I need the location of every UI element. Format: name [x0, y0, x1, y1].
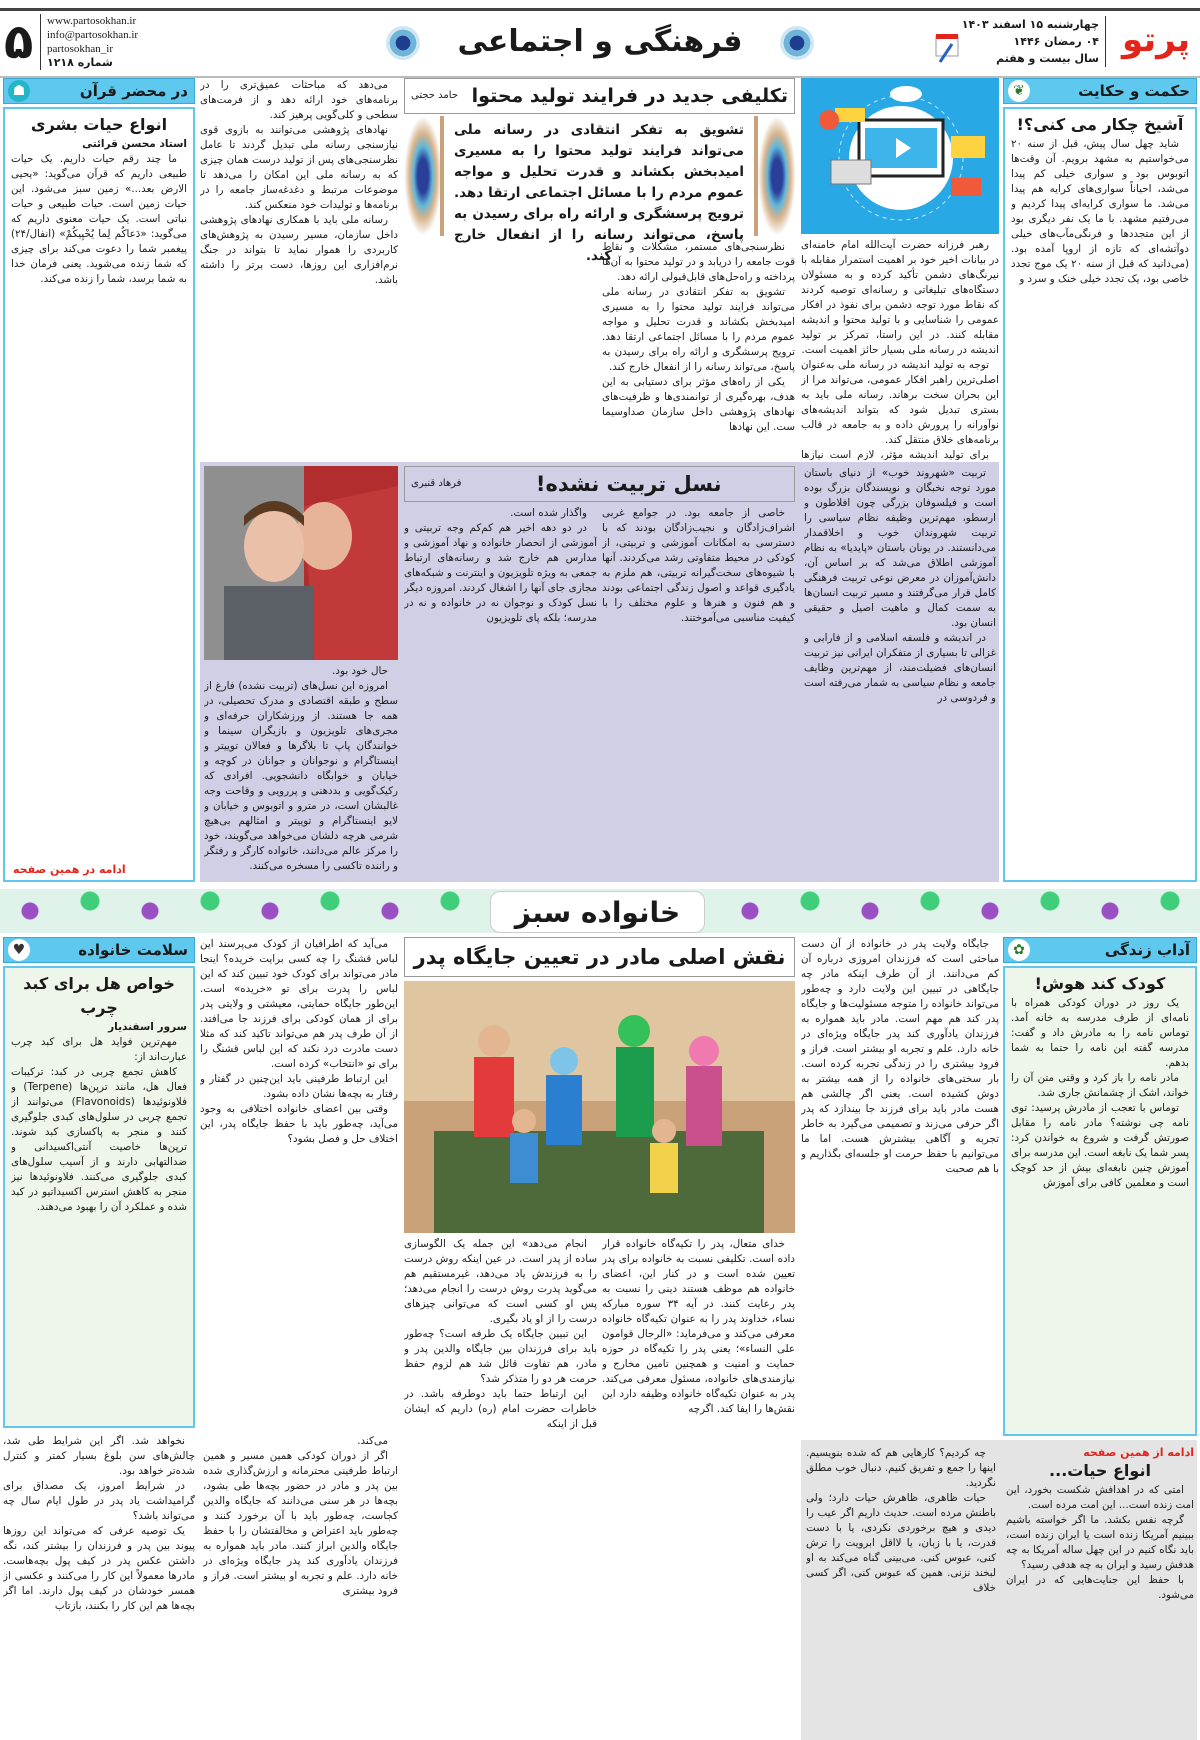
paragraph: تشویق به تفکر انتقادی در رسانه ملی می‌تواند فرایند تولید محتوا را به مسیری امیدبخش بکشاند و قدرت تحلیل و مواجه عموم مردم را با مسائل اجتماعی ارتقا دهد. ترویج پرسشگری و ارائه راه برای رسیدن به پاسخ، می‌تواند رسانه را از انفعال خارج کند. [602, 286, 795, 373]
contact-info [40, 14, 138, 70]
section-label: سلامت خانواده [78, 941, 188, 959]
date-block [962, 16, 1106, 67]
pull-quote: تشویق به تفکر انتقادی در رسانه ملی می‌تواند فرایند تولید محتوا را به مسیری امیدبخش بکشاند و قدرت تحلیل و مواجه عموم مردم را با مسائل اجتماعی ارتقا دهد. ترویج پرسشگری و ارائه راه برای رسیدن به پاسخ، می‌تواند رسانه را از انفعال خارج کند. [440, 116, 758, 236]
paragraph: می‌کند. [357, 1435, 388, 1447]
article-body [11, 1035, 187, 1215]
author: سرور اسفندیار [108, 1021, 187, 1033]
paragraph: جایگاه ولایت پدر در خانواده از آن دست مباحثی است که فرزندان امروزی درباره آن کم می‌دانند. از آن طرف اینکه مادر چه جایگاهی در تبیین این ولایت دارد و چه‌طور می‌تواند خانواده را متوجه مسئولیت‌ها و جایگاه پدر کند هم مهم است. مادر باید همواره به فرزندان یادآوری کند پدر جایگاه ویژه‌ای در خانه دارد. علم و تجربه او بیشتر است. فراز و فرود بیشتری را در زندگی تجربه کرده است. بار سختی‌های خانواده را از همه بیشتر به دوش کشیده است. یعنی اگر چالشی هم هست مادر باید برای فرزند جا بیندازد که پدر اگر حرفی می‌زند و تصمیمی می‌گیرد به خاطر تجربه و آگاهی بیشترش هست. اما ما می‌توانیم با حفظ حرمت او جلسه‌ای بگذاریم و با هم صحبت [801, 938, 999, 1175]
article-body [404, 240, 597, 460]
quran-book-icon: ☗ [8, 80, 30, 102]
article-body [804, 466, 996, 880]
continued-link[interactable]: ادامه در همین صفحه [13, 863, 126, 876]
paragraph: شاید چهل سال پیش، قبل از سنه ۲۰ می‌خواستیم به مشهد برویم. آن وقت‌ها اتوبوس بود و سواری خیلی کم پیدا می‌شد، احیاناً سواری‌های کرایه هم پیدا می‌شد. ما سواری کرایه‌ای پیدا کردیم و می‌رفتیم مشهد. با ما یک نفر دیگری بود از این متجددها و فرنگی‌مآب‌های خیلی دوآتشه‌ای که تازه از اروپا آمده بود. (می‌دانید که قبل از سنه ۲۰ یک موج تجدد خاصی بود، یک تجدد خیلی خنک و سرد و [1011, 138, 1189, 285]
section-title: فرهنگی و اجتماعی [457, 24, 743, 59]
paragraph: مادر نامه را باز کرد و وقتی متن آن را خواند، اشک از چشمانش جاری شد. [1011, 1072, 1189, 1099]
page-number: ۵ [4, 14, 34, 70]
paragraph: یکی از راه‌های مؤثر برای دستیابی به این هدف، بهره‌گیری از توانمندی‌ها و ظرفیت‌های نهادهای پژوهشی داخل سازمان صداوسیما ست. این نهادها [602, 376, 795, 433]
paragraph: اگر از دوران کودکی همین مسیر و همین ارتباط طرفینی محترمانه و ارزش‌گذاری شده بین پدر و مادر در حضور بچه‌ها طی بشود، بچه‌ها در هر سنی می‌دانند که جایگاه والدین کجاست، چه‌طور باید با آن برخورد کنند و چه‌طور باید اعتراض و مخالفتشان را با حفظ جایگاه والدین ابراز کنند. مادر باید همواره به فرزندان یادآوری کند پدر جایگاه ویژه‌ای در خانه دارد. علم و تجربه او بیشتر است. فراز و فرود بیشتری [203, 1450, 398, 1597]
paragraph: در دو دهه اخیر هم کم‌کم وجه تربیتی و آموزشی از انحصار خانواده و نهاد آموزشی و مدارس هم خارج شد و رسانه‌های ارتباط جمعی به ویژه تلویزیون و اینترنت و شبکه‌های مجازی جای آنها را اشغال کردند. امروزه دیگر نسل کودک و نوجوان نه در خانواده و نه در مدرسه؛ بلکه پای تلویزیون [404, 522, 597, 624]
hijri-date: ۰۴ رمضان ۱۴۴۶ [1013, 35, 1099, 48]
arabesque-ornament-icon [758, 116, 796, 236]
paragraph: گرچه نفس بکشد. ما اگر خواسته باشیم ببینیم آمریکا زنده است یا ایران زنده است، باید نگاه کنیم در این چهل ساله آمریکا به چه هدفش رسید و ایران به چه هدفی رسید؟ [1006, 1514, 1194, 1571]
article-title: کودک کند هوش! [1034, 974, 1166, 993]
paragraph: نظرسنجی‌های مستمر، مشکلات و نقاط قوت جامعه را دریابد و در تولید محتوا به آن‌ها پرداخته و راه‌حل‌های قابل‌قبولی ارائه دهد. [602, 241, 795, 283]
article-body [1011, 996, 1189, 1191]
headline: نسل تربیت نشده! [535, 472, 722, 496]
article-body [203, 1434, 398, 1738]
paragraph: خدای متعال، پدر را تکیه‌گاه خانواده قرار داده است. تکلیفی نسبت به خانواده برای پدر تعیین شده است و در کنار این، اعضای خانواده هم موظف هستند دینی را نسبت به پدر رعایت کنند. در آیه ۳۴ سوره مبارکه نساء، خداوند پدر را به عنوان تکیه‌گاه خانواده معرفی می‌کند و می‌فرماید: «الرجال قوامون علی النساء»؛ یعنی پدر را تکیه‌گاه در حوزه حمایت و امنیت و همچنین تامین مخارج و نیازمندی‌های خانواده، مسئول معرفی می‌کند. پدر به عنوان تکیه‌گاه خانواده وظیفه دارد این نقش‌ها را ایفا کند. اگرچه [602, 1238, 795, 1415]
article-body [806, 1446, 996, 1736]
article-salamat [3, 966, 195, 1428]
paragraph: یک توصیه عرفی که می‌تواند این روزها پیوند بین پدر و فرزندان را بیشتر کند، نگه داشتن عکس پدر در کیف پول بچه‌هاست. مادرها معمولاً این کار را می‌کنند و عکسی از همسر خودشان در کیف پول دارند. اما اگر بچه‌ها هم این کار را بکنند، بازتاب [3, 1525, 195, 1612]
paragraph: نهادهای پژوهشی می‌توانند به بازوی قوی نیازسنجی رسانه ملی تبدیل گردند تا عامل نظرسنجی‌های پس از تولید درست همان چیزی که به رسانه ملی این امکان را می‌دهد تا موضوعات مرتبط و دغدغه‌ساز جامعه را در برنامه‌ها و تولیدات خود منعکس کند. [200, 124, 398, 211]
article-body [11, 152, 187, 287]
paragraph: یک روز در دوران کودکی همراه با نامه‌ای از طرف مدرسه به خانه آمد. توماس نامه را به مادرش داد و گفت: مدرسه گفته این نامه را حتما به شما بدهم. [1011, 997, 1189, 1069]
date: چهارشنبه ۱۵ اسفند ۱۴۰۳ [961, 18, 1099, 31]
email-link[interactable]: info@partosokhan.ir [47, 29, 139, 41]
article-title: انواع حیات... [1049, 1461, 1151, 1480]
paragraph: امروزه این نسل‌های (تربیت نشده) فارغ از سطح و طبقه اقتصادی و مدرک تحصیلی، در همه جا هستند. از ورزشکاران حرفه‌ای و مجری‌های تلویزیون و بازیگران سینما و خوانندگان پاپ تا بلاگرها و فعالان توییتر و اینستاگرام و نوجوانان و جوانان در کوچه و خیابان و خوابگاه دانشجویی. افرادی که رکیک‌گویی و بددهنی و پررویی و وقاحت وجه غالبشان است، در مترو و اتوبوس و خیابان و لایو اینستاگرام و توییتر و امثالهم بی‌هیچ شرمی هرچه دلشان می‌خواهد می‌گویند، خود را مرکز عالم می‌دانند، خانواده کارگر و رفتگر و راننده تاکسی را مسخره می‌کنند. [204, 680, 398, 872]
article-body [801, 937, 999, 1437]
paragraph: تربیت «شهروند خوب» از دنیای باستان مورد توجه نخبگان و نویسندگان بزرگ بوده است و فیلسوفان بزرگی چون افلاطون و ارسطو، مهم‌ترین وظیفه نظام سیاسی را تربیت شهروندان خوب و اخلاقمدار می‌دانستند. در یونان باستان «پایدیا» به نظام آموزشی اطلاق می‌شد که بر اساس آن، دانش‌آموزان در معرض نوعی تربیت فرهنگی کامل قرار می‌گرفتند و مسیر تربیت انسان‌ها به سمت کمال و ماهیت اصیل و حقیقی انسان بود. [804, 467, 996, 629]
article-body [204, 664, 398, 880]
paragraph: با حفظ این جنایت‌هایی که در ایران می‌شود. [1006, 1574, 1194, 1601]
article-body [200, 937, 398, 1429]
paragraph: واگذار شده است. [510, 507, 587, 519]
byline: حامد حجتی [411, 90, 459, 101]
family-photo [404, 981, 795, 1233]
article-body [602, 1237, 795, 1437]
paragraph: حیات ظاهری، ظاهرش حیات دارد؛ ولی باطنش مرده است. حدیث داریم اگر عیب را دیدی و هیچ برخوردی نکردی، یا با دست قدرت، یا با زبان، یا لااقل ابرویت را ترش کنی، عبوس کنی. می‌بینی گناه می‌کند به او لبخند نزنی. همین که عبوس کنی، اگر کسی خلاف [806, 1492, 996, 1594]
section-label: در محضر قرآن [79, 82, 188, 100]
issue-number: شماره ۱۲۱۸ [47, 56, 113, 69]
article-body [404, 1237, 597, 1437]
article-body [404, 506, 597, 880]
hand-plant-icon: ✿ [1008, 939, 1030, 961]
newspaper-logo: پرتو [1122, 20, 1190, 60]
paragraph: رسانه ملی باید با همکاری نهادهای پژوهشی داخل سازمان، مسیر رسیدن به پژوهش‌های کاربردی را هموار نماید تا بتواند در جنگ نرم‌افزاری این روزها، دست برتر را داشته باشد. [200, 214, 398, 286]
continued-article [1006, 1446, 1194, 1723]
paragraph: این ارتباط حتما باید دوطرفه باشد. در خاطرات حضرت امام (ره) داریم که ایشان قبل از اینکه [404, 1388, 597, 1430]
paragraph: کاهش تجمع چربی در کبد: ترکیبات فعال هل، مانند ترپن‌ها (Terpene) و فلاونوئیدها (Flavonoids) می‌توانند از تجمع چربی در سلول‌های کبدی جلوگیری کنند و منجر به پاکسازی کبد شوند. ترپن‌ها خاصیت آنتی‌اکسیدانی و ضدالتهابی دارند و از آسیب سلول‌های کبدی جلوگیری می‌کنند. فلاونوئیدها نیز منجر به کاهش استرس اکسیداتیو در کبد شده و عملکرد آن را بهبود می‌دهند. [11, 1066, 187, 1213]
paragraph: این ارتباط طرفینی باید این‌چنین در گفتار و رفتار به بچه‌ها نشان داده بشود. [200, 1073, 398, 1100]
paragraph: در شرایط امروز، یک مصداق برای گرامیداشت یاد پدر در طول ایام سال چه می‌تواند باشد؟ [3, 1480, 195, 1522]
paragraph: ما چند رقم حیات داریم. یک حیات طبیعی داریم که قرآن می‌گوید: «یحیی الارض بعد...» زمین سبز می‌شود. این حیات زمین است. حیات طبیعی و حیات نباتی است. یک حیات معنوی داریم که می‌گوید: «دَعاكُم لِما يُحْيِيكُمْ» (انفال/۲۴) پیغمبر شما را دعوت می‌کند برای چیزی که شما زنده می‌شوید. یعنی فرمان خدا به شما برسد، شما را زنده می‌کند. [11, 153, 187, 285]
article-body [1011, 137, 1189, 287]
article-adab [1003, 966, 1197, 1436]
paragraph: وقتی بین اعضای خانواده اختلافی به وجود می‌آید، چه‌طور باید با حفظ جایگاه پدر، این اختلاف حل و فصل بشود؟ [200, 1103, 398, 1145]
paragraph: نخواهد شد. اگر این شرایط طی شد، چالش‌های سن بلوغ بسیار کمتر و کنترل شده‌تر خواهد بود. [3, 1435, 195, 1477]
paragraph: برای تولید اندیشه مؤثر، لازم است نیازها [801, 449, 989, 460]
article-title: آشیخ چکار می کنی؟! [1016, 115, 1184, 134]
media-illustration [801, 78, 999, 234]
paragraph: می‌آید که اطرافیان از کودک می‌پرسند این لباس قشنگ را چه کسی برایت خریده؟ اینجا مادر می‌تواند برای کودک خود تبیین کند که این لباس را پدرت برای تو «خریده» است. این‌طور جایگاه حمایتی، معیشتی و ولایتی پدر برای از همان کودکی برای فرزند جا می‌افتد. از آن طرف پدر هم می‌تواند تاکید کند که مثلا دست مادرت درد نکند که این لباس قشنگ را برای تو «انتخاب» کرده است. [200, 938, 398, 1070]
byline: فرهاد قنبری [411, 478, 462, 489]
paragraph: حال خود بود. [332, 665, 388, 677]
paragraph: چه کردیم؟ کارهایی هم که شده بنویسیم. اینها را جمع و تفریق کنیم. دنبال خوب مطلق نگردید. [806, 1447, 996, 1489]
article-hekmat [1003, 107, 1197, 882]
article-body [801, 238, 999, 460]
section-bar-salamat [3, 937, 195, 963]
paragraph: رهبر فرزانه حضرت آیت‌الله امام خامنه‌ای در بیانات اخیر خود بر اهمیت استمرار مقابله با نیرنگ‌های دشمن تأکید کرده و به مسئولان دستگاه‌های تبلیغاتی و رسانه‌ای توصیه کردند که نقاط مورد توجه دشمن برای نفوذ در افکار عمومی را شناسایی و با تولید محتوا و اندیشه مقابله کنند. در این راستا، تمرکز بر تولید اندیشه در رسانه ملی بسیار حائز اهمیت است. [801, 239, 999, 356]
article-body [3, 1434, 195, 1738]
paragraph: در اندیشه و فلسفه اسلامی و از فارابی و غزالی تا بسیاری از متفکران ایرانی نیز تربیت انسان‌های فضیلت‌مند، از مهم‌ترین وظایف جامعه و نظام سیاسی به شمار می‌رفته است و فردوسی در [804, 632, 996, 704]
article-body [602, 506, 795, 880]
arabesque-ornament-icon [404, 116, 442, 236]
headline-box [404, 937, 795, 977]
boys-arguing-photo [204, 466, 398, 660]
banner-title: خانواده سبز [490, 891, 705, 933]
paragraph: این تبیین جایگاه یک طرفه است؟ چه‌طور باید برای فرزندان بین جایگاه والدین پدر و مادر، هم تفاوت قائل شد هم لزوم حفظ حرمت هر دو را متذکر شد؟ [404, 1328, 597, 1385]
article-body [602, 240, 795, 460]
heart-hands-icon: ♥ [8, 939, 30, 961]
website-link[interactable]: www.partosokhan.ir [47, 15, 137, 27]
section-bar-hekmat [1003, 78, 1197, 104]
section-label: آداب زندگی [1104, 941, 1190, 959]
section-label: حکمت و حکایت [1078, 82, 1190, 100]
paragraph: انجام می‌دهد» این جمله یک الگوسازی ساده از پدر است. در عین اینکه روش درست را به فرزندش یاد می‌دهد، غیرمستقیم هم می‌گوید پدرت روش درست را انجام می‌دهد؛ پس او کسی است که می‌توانی چیزهای درست را از او یاد بگیری. [404, 1238, 597, 1325]
section-bar-quran [3, 78, 195, 104]
headline: نقش اصلی مادر در تعیین جایگاه پدر [413, 945, 786, 969]
author: استاد محسن قرائتی [82, 138, 187, 150]
ornament-icon [386, 26, 420, 60]
article-body [200, 78, 398, 460]
paragraph: خاصی از جامعه بود. در جوامع غربی اشراف‌زادگان و نجیب‌زادگان بودند که با دسترسی به امکانات آموزشی و تربیتی، از کودکی در محیط متفاوتی رشد می‌کردند. آنها با شیوه‌های سخت‌گیرانه تربیتی، هم ملزم به یادگیری قواعد و اصول زندگی اجتماعی بودند و هم فنون و هنرها و علوم مختلف را با کیفیت مناسبی می‌آموختند. [602, 507, 795, 624]
top-rule [0, 8, 1200, 11]
paragraph: می‌دهد که مباحثات عمیق‌تری را در برنامه‌های خود ارائه دهد و از فرمت‌های سطحی و کلی‌گویی پرهیز کند. [200, 79, 398, 121]
paragraph: امتی که در اهدافش شکست بخورد، این امت زنده است... این امت مرده است. [1006, 1484, 1194, 1511]
article-body [1006, 1483, 1194, 1723]
continued-label: ادامه از همین صفحه [1083, 1446, 1194, 1459]
paragraph: توماس با تعجب از مادرش پرسید: توی نامه چی نوشته؟ مادر نامه را مقابل صورتش گرفت و شروع به خواندن کرد: پسر شما یک نابغه است. این مدرسه برای آموزش چنین نابغه‌ای بیش از حد کوچک است و معلمین کافی برای آموزش [1011, 1102, 1189, 1189]
ornament-icon [780, 26, 814, 60]
social-handle[interactable]: partosokhan_ir [47, 43, 113, 55]
article-title: خواص هل برای کبد چرب [23, 974, 175, 1017]
headline-box [404, 78, 795, 114]
paragraph: مهم‌ترین فواید هل برای کبد چرب عبارت‌اند از: [11, 1036, 187, 1063]
headline-box [404, 466, 795, 502]
volume-year: سال بیست و هفتم [996, 52, 1099, 65]
plant-book-icon: ❦ [1008, 80, 1030, 102]
section-bar-adab [1003, 937, 1197, 963]
article-title: انواع حیات بشری [30, 115, 168, 134]
paragraph: توجه به تولید اندیشه در رسانه ملی به‌عنوان اصلی‌ترین راهبر افکار عمومی، می‌تواند مرا از این بحران سخت برهاند. رسانه ملی باید به بستری تبدیل شود که بتواند اندیشه‌های نوآورانه را پرورش داده و به جامعه در قالب برنامه‌های خلاق منتقل کند. [801, 359, 999, 446]
headline: تکلیفی جدید در فرایند تولید محتوا [471, 85, 788, 107]
article-quran [3, 107, 195, 882]
calendar-pen-icon [932, 30, 962, 66]
